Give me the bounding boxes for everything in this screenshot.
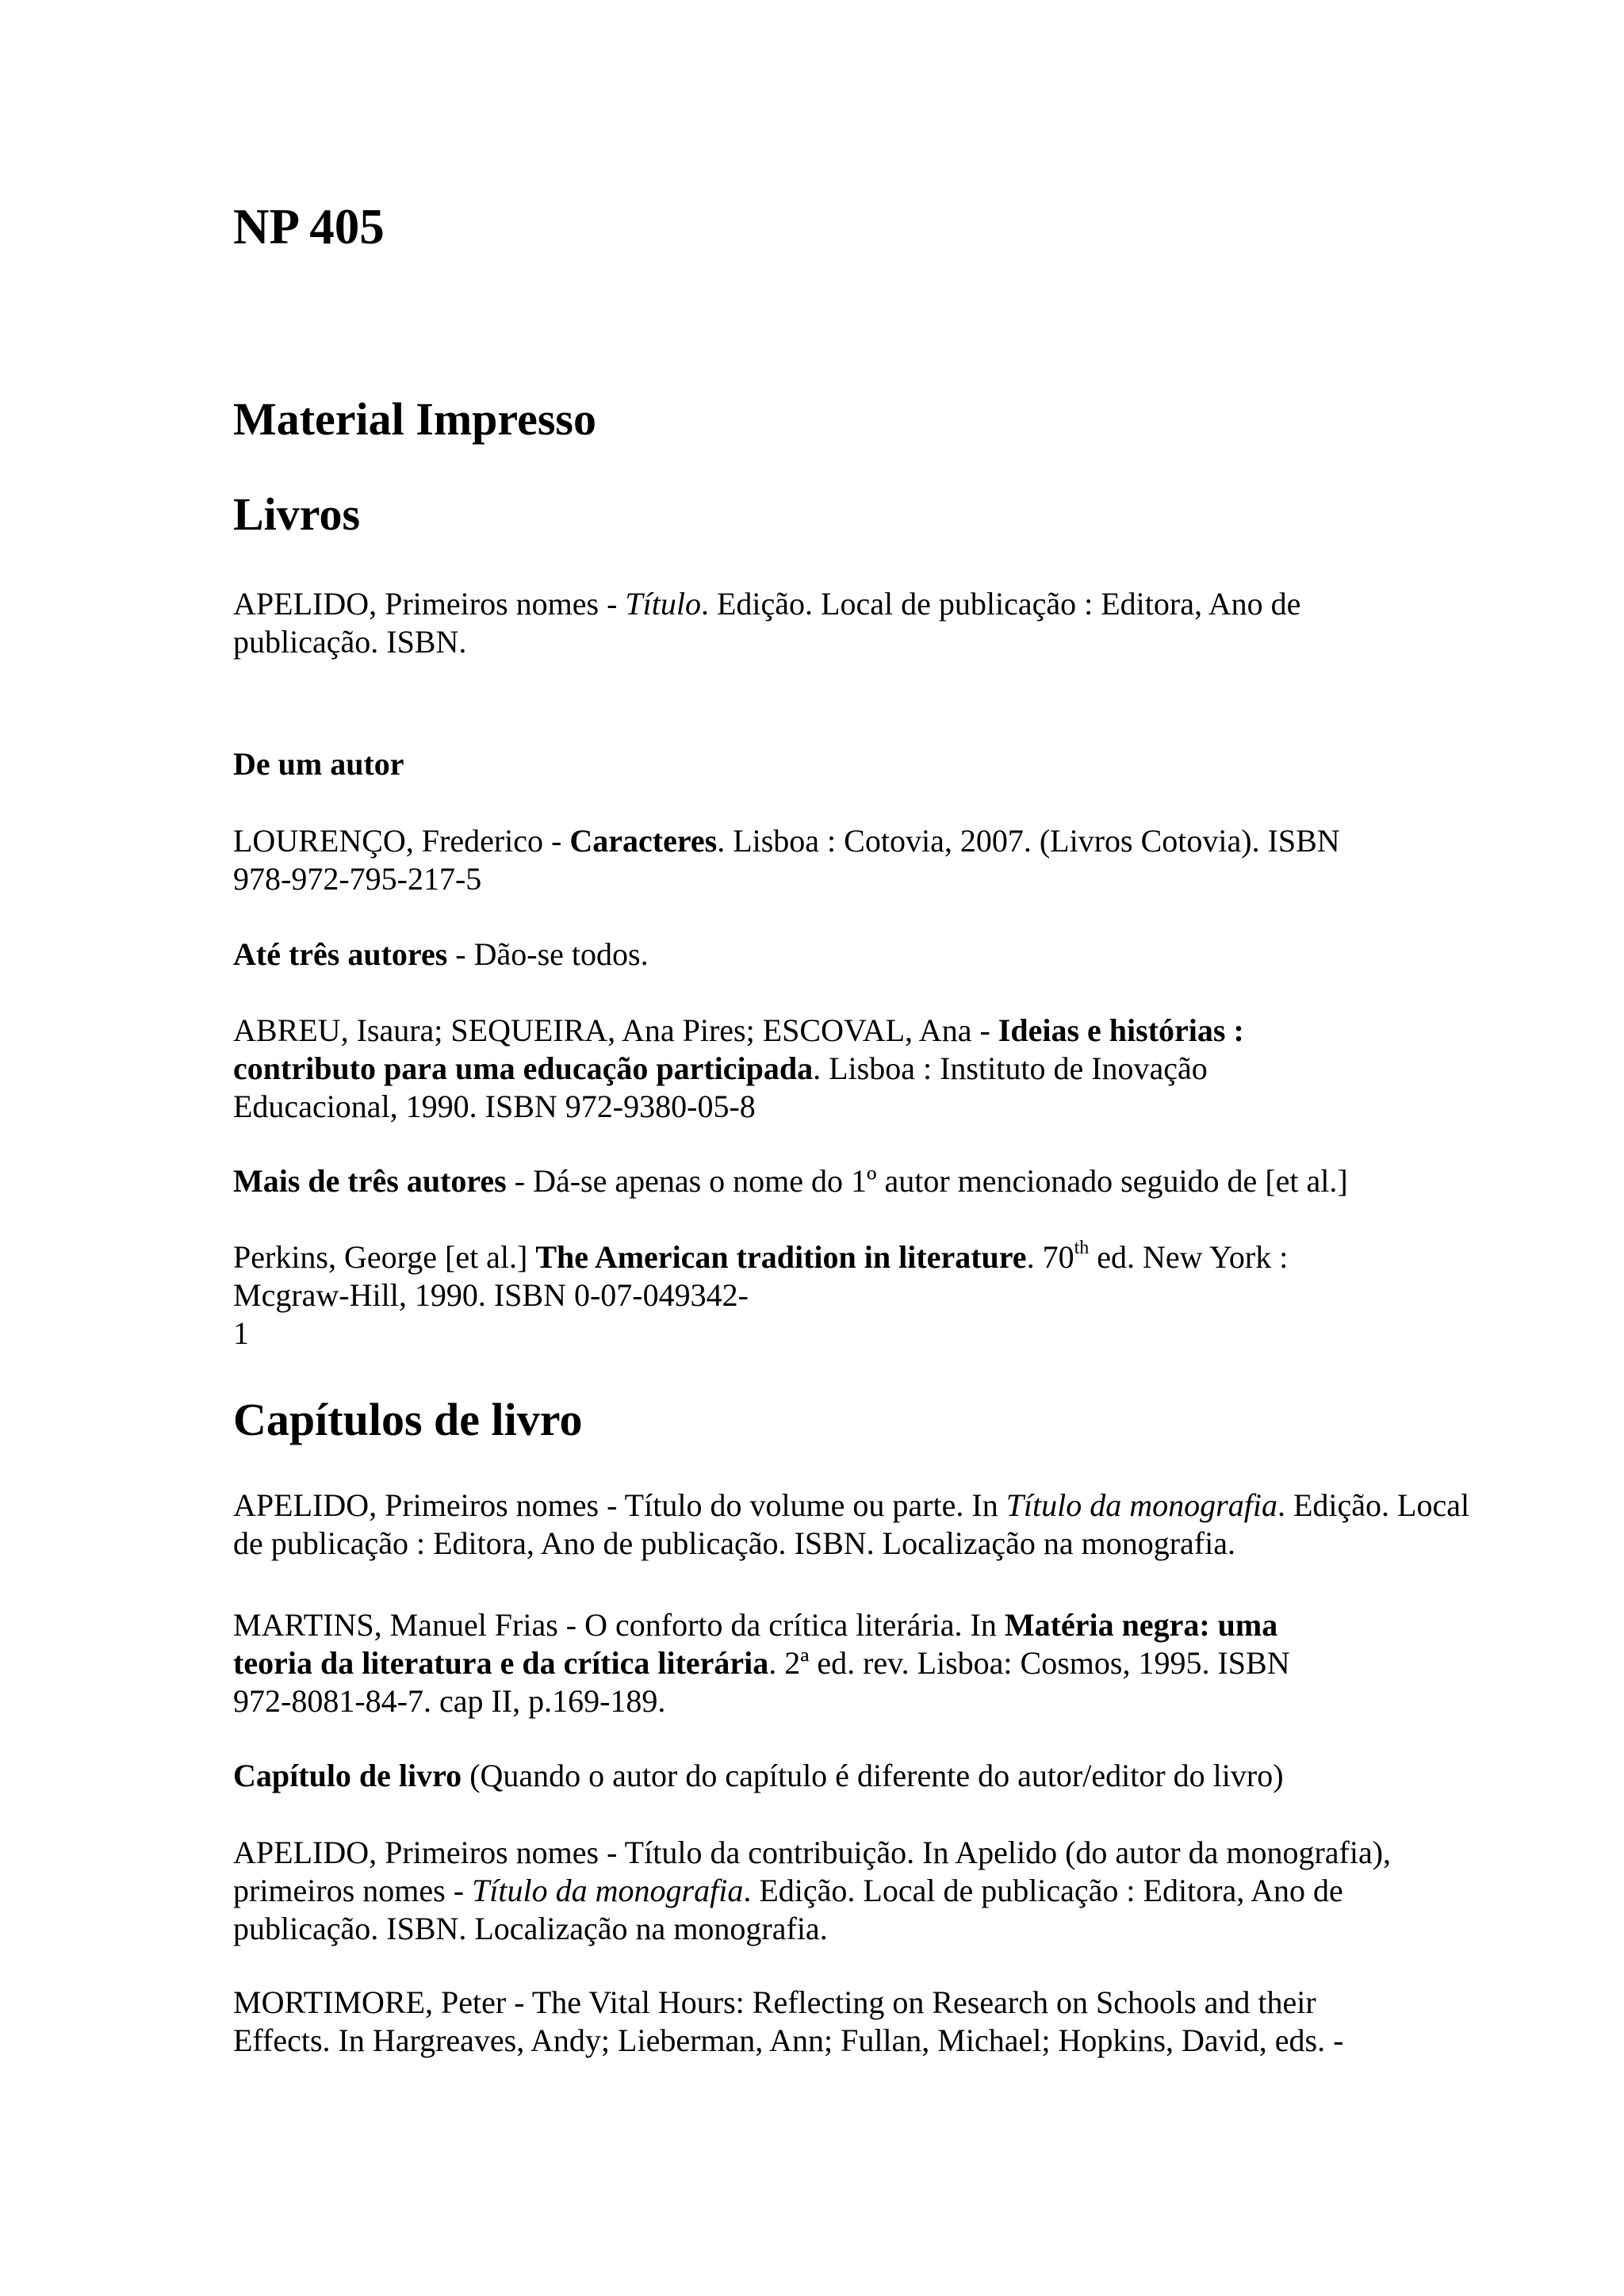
example-line: ABREU, Isaura; SEQUEIRA, Ana Pires; ESCOVAL, Ana - Ideias e histórias :: [233, 1012, 1244, 1048]
document-title: NP 405: [233, 199, 385, 254]
example-line: 972-8081-84-7. cap II, p.169-189.: [233, 1683, 666, 1719]
example-line: 978-972-795-217-5: [233, 861, 482, 897]
capitulo-diferente-format: [233, 1834, 1391, 1948]
example-line: 1: [233, 1315, 249, 1351]
example-line: Effects. In Hargreaves, Andy; Lieberman, Ann; Fullan, Michael; Hopkins, David, eds. -: [233, 2022, 1344, 2058]
superscript-ordinal: th: [1074, 1237, 1090, 1258]
livros-heading: Livros: [233, 488, 361, 540]
subheading-um-autor: De um autor: [233, 746, 404, 782]
subheading-capitulo-diferente: Capítulo de livro (Quando o autor do capítulo é diferente do autor/editor do livro): [233, 1758, 1284, 1793]
subheading-tres-autores: Até três autores - Dão-se todos.: [233, 936, 649, 972]
format-line: publicação. ISBN. Localização na monografia.: [233, 1911, 828, 1946]
format-line: APELIDO, Primeiros nomes - Título do volume ou parte. In Título da monografia. Edição. Local: [233, 1487, 1470, 1523]
example-mais-tres-autores: [233, 1238, 1288, 1353]
example-line: MARTINS, Manuel Frias - O conforto da crítica literária. In Matéria negra: uma: [233, 1607, 1278, 1643]
example-line: LOURENÇO, Frederico - Caracteres. Lisboa : Cotovia, 2007. (Livros Cotovia). ISBN: [233, 823, 1340, 859]
livros-format-paragraph: [233, 585, 1300, 661]
example-capitulo: [233, 1606, 1290, 1720]
example-capitulo-diferente: [233, 1984, 1343, 2060]
format-line: publicação. ISBN.: [233, 624, 467, 660]
format-line: de publicação : Editora, Ano de publicação. ISBN. Localização na monografia.: [233, 1525, 1235, 1561]
example-tres-autores: [233, 1012, 1244, 1126]
example-line: contributo para uma educação participada. Lisboa : Instituto de Inovação: [233, 1050, 1208, 1086]
capitulos-heading: Capítulos de livro: [233, 1394, 583, 1445]
capitulos-format-paragraph: [233, 1487, 1469, 1563]
section-title: Material Impresso: [233, 393, 596, 445]
format-line: APELIDO, Primeiros nomes - Título da contribuição. In Apelido (do autor da monografia),: [233, 1835, 1392, 1870]
example-um-autor: [233, 822, 1340, 898]
subheading-mais-tres-autores: Mais de três autores - Dá-se apenas o nome do 1º autor mencionado seguido de [et al.]: [233, 1163, 1348, 1199]
example-line: Educacional, 1990. ISBN 972-9380-05-8: [233, 1089, 756, 1124]
format-line: primeiros nomes - Título da monografia. Edição. Local de publicação : Editora, Ano de: [233, 1873, 1343, 1908]
format-line: APELIDO, Primeiros nomes - Título. Edição. Local de publicação : Editora, Ano de: [233, 586, 1301, 622]
example-line: Perkins, George [et al.] The American tradition in literature. 70th ed. New York :: [233, 1237, 1289, 1275]
example-line: teoria da literatura e da crítica literária. 2ª ed. rev. Lisboa: Cosmos, 1995. ISBN: [233, 1645, 1290, 1681]
example-line: Mcgraw-Hill, 1990. ISBN 0-07-049342-: [233, 1277, 749, 1313]
example-line: MORTIMORE, Peter - The Vital Hours: Reflecting on Research on Schools and their: [233, 1984, 1316, 2020]
